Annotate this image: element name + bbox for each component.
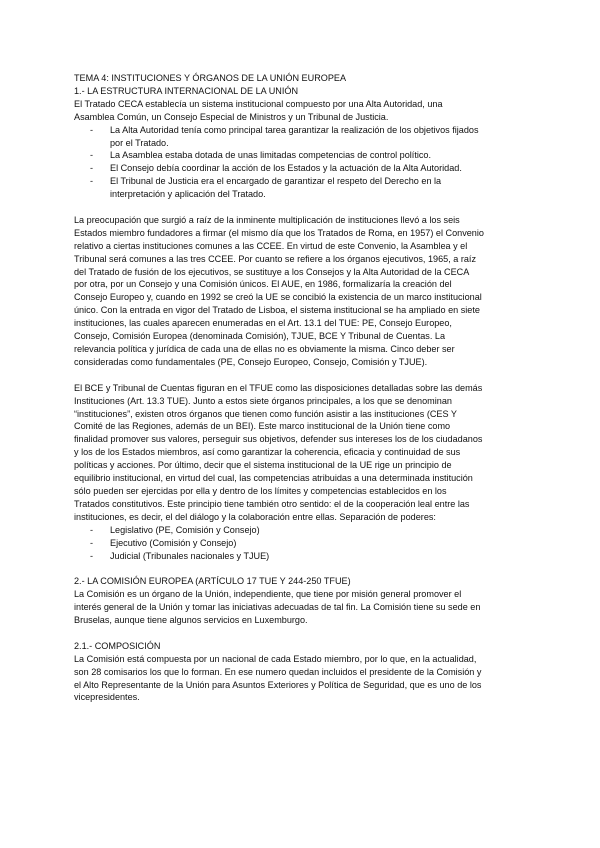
text-line: consideradas como fundamentales (PE, Consejo Europeo, Consejo, Comisión y TJUE). <box>74 356 428 367</box>
text-line: interpretación y aplicación del Tratado. <box>110 189 266 200</box>
text-line: equilibrio institucional, en virtud del cual, las competencias atribuidas a una determinada institución <box>74 473 473 484</box>
text-line: Bruselas, aunque tiene algunos servicios en Luxemburgo. <box>74 615 308 626</box>
text-line: instituciones, es decir, el del diálogo y la colaboración entre ellas. Separación de poderes: <box>74 511 436 522</box>
text-line: La Asamblea estaba dotada de unas limitadas competencias de control político. <box>110 150 432 161</box>
bullet-dash: - <box>90 524 94 535</box>
bullet-dash: - <box>90 176 94 187</box>
text-line: Tribunal será comunes a las tres CCEE. Por cuanto se refiere a los órganos ejecutivos, 1965, a raíz <box>74 253 477 264</box>
text-line: vicepresidentes. <box>74 692 140 703</box>
text-line: El BCE y Tribunal de Cuentas figuran en el TFUE como las disposiciones detalladas sobre las demás <box>74 382 483 393</box>
bullet-dash: - <box>90 163 94 174</box>
text-line: son 28 comisarios los que lo forman. En ese numero quedan incluidos el presidente de la Comisión y <box>74 666 482 677</box>
text-line: El Consejo debía coordinar la acción de los Estados y la actuación de la Alta Autoridad. <box>110 163 462 174</box>
text-line: Consejo, Comisión Europea (denominada Comisión), TJUE, BCE Y Tribunal de Cuentas. La <box>74 331 446 342</box>
bullet-dash: - <box>90 537 94 548</box>
text-line: sólo pueden ser ejercidas por ella y dentro de los límites y competencias establecidos en los <box>74 485 447 496</box>
text-line: instituciones, las cuales aparecen enumeradas en el Art. 13.1 del TUE: PE, Consejo Europeo, <box>74 318 452 329</box>
text-line: Judicial (Tribunales nacionales y TJUE) <box>110 550 270 561</box>
paragraph-3 <box>74 382 524 524</box>
text-line: el Alto Representante de la Unión para Asuntos Exteriores y Política de Seguridad, que es uno de los <box>74 679 482 690</box>
section-2-heading: 2.- LA COMISIÓN EUROPEA (ARTÍCULO 17 TUE Y 244-250 TFUE) <box>74 576 351 587</box>
section-2-1-heading: 2.1.- COMPOSICIÓN <box>74 640 161 651</box>
text-line: La Comisión es un órgano de la Unión, independiente, que tiene por misión general promover el <box>74 589 462 600</box>
section-2-body <box>74 588 524 627</box>
text-line: por otra, por un Consejo y una Comisión únicos. El AUE, en 1986, formalizaría la creación del <box>74 279 452 290</box>
text-line: finalidad promover sus valores, perseguir sus objetivos, defender sus intereses los de los ciudadanos <box>74 434 483 445</box>
text-line: políticas y acciones. Por último, decir que el sistema institucional de la UE rige un principio de <box>74 460 452 471</box>
text-line: por el Tratado. <box>110 137 169 148</box>
section-1-bullet-list <box>74 124 524 201</box>
bullet-dash: - <box>90 150 94 161</box>
paragraph-2 <box>74 214 524 369</box>
text-line: El Tratado CECA establecía un sistema institucional compuesto por una Alta Autoridad, una <box>74 98 443 109</box>
text-line: El Tribunal de Justicia era el encargado de garantizar el respeto del Derecho en la <box>110 176 442 187</box>
list-item <box>74 162 524 175</box>
list-item <box>74 124 524 150</box>
list-item <box>74 175 524 201</box>
text-line: Tratados constitutivos. Este principio tiene también otro sentido: el de la cooperación leal entre las <box>74 498 470 509</box>
text-line: relevancia política y jurídica de cada una de ellas no es obviamente la misma. Cinco deber ser <box>74 344 455 355</box>
list-item <box>74 537 524 550</box>
text-line: del Tratado de fusión de los ejecutivos, se sustituye a los Consejos y la Alta Autoridad de la CECA <box>74 266 470 277</box>
text-line: La Alta Autoridad tenía como principal tarea garantizar la realización de los objetivos fijados <box>110 124 479 135</box>
list-item <box>74 550 524 563</box>
list-item <box>74 524 524 537</box>
text-line: Estados miembro fundadores a firmar (el mismo día que los Tratados de Roma, en 1957) el Convenio <box>74 227 484 238</box>
text-line: La preocupación que surgió a raíz de la inminente multiplicación de instituciones llevó a los seis <box>74 214 460 225</box>
text-line: interés general de la Unión y tomar las iniciativas adecuadas de tal fin. La Comisión tiene su sede en <box>74 602 481 613</box>
separation-of-powers-list <box>74 524 524 563</box>
text-line: Ejecutivo (Comisión y Consejo) <box>110 537 237 548</box>
text-line: Comité de las Regiones, además de un BEI). Este marco institucional de la Unión tiene como <box>74 421 451 432</box>
text-line: y los de los Estados miembros, así como garantizar la coherencia, eficacia y continuidad de sus <box>74 447 461 458</box>
section-2-1-body <box>74 653 524 705</box>
text-line: “instituciones”, existen otros órganos que tienen como función asistir a las instituciones (CES Y <box>74 408 457 419</box>
text-line: Consejo Europeo y, cuando en 1992 se creó la UE se concibió la existencia de un marco institucional <box>74 292 482 303</box>
list-item <box>74 149 524 162</box>
text-line: Asamblea Común, un Consejo Especial de Ministros y un Tribunal de Justicia. <box>74 111 389 122</box>
text-line: La Comisión está compuesta por un nacional de cada Estado miembro, por lo que, en la actualidad, <box>74 653 477 664</box>
text-line: Legislativo (PE, Comisión y Consejo) <box>110 524 260 535</box>
text-line: relativo a ciertas instituciones comunes a las CCEE. En virtud de este Convenio, la Asamblea y el <box>74 240 468 251</box>
section-1-intro <box>74 98 524 124</box>
document-title: TEMA 4: INSTITUCIONES Y ÓRGANOS DE LA UNIÓN EUROPEA <box>74 73 347 83</box>
text-line: Instituciones (Art. 13.3 TUE). Junto a estos siete órganos principales, a los que se denominan <box>74 395 452 406</box>
section-1-heading: 1.- LA ESTRUCTURA INTERNACIONAL DE LA UNIÓN <box>74 85 299 96</box>
bullet-dash: - <box>90 550 94 561</box>
text-line: único. Con la entrada en vigor del Tratado de Lisboa, el sistema institucional se ha ampliado en siete <box>74 305 480 316</box>
bullet-dash: - <box>90 124 94 135</box>
